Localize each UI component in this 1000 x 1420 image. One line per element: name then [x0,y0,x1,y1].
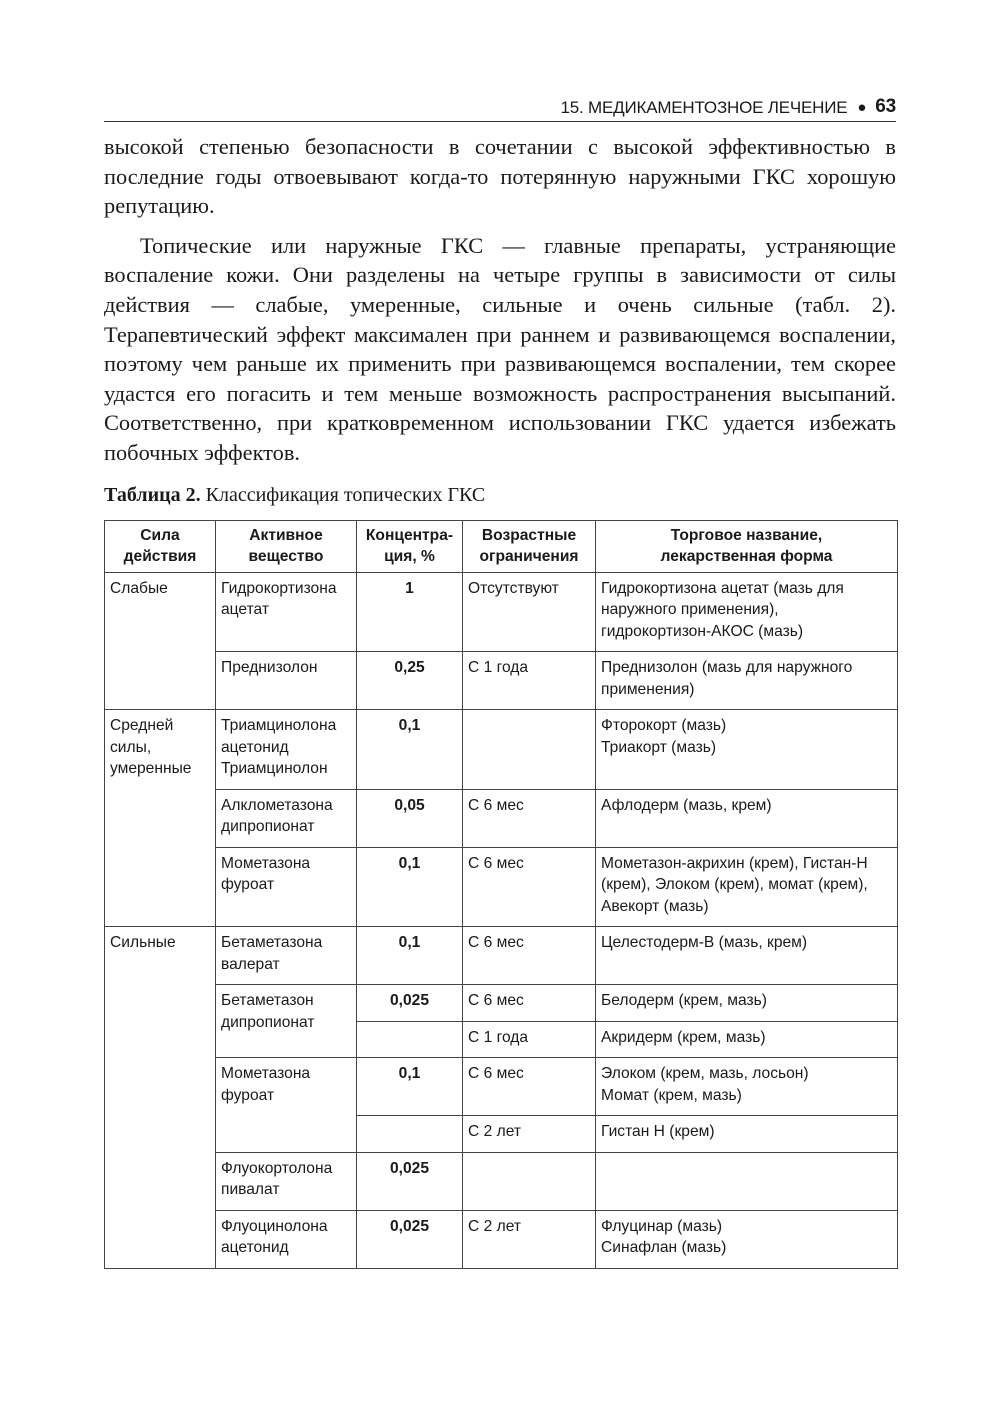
substance-cell: Мометазона фуроат [216,847,357,927]
trade-name-cell: Гидрокортизона ацетат (мазь для наружного применения), гидрокортизон-АКОС (мазь) [596,572,898,652]
trade-name-cell: Флуцинар (мазь) Синафлан (мазь) [596,1210,898,1268]
table-row [105,1058,898,1116]
substance-cell: Гидрокортизона ацетат [216,572,357,652]
column-header-strength: Сила действия [105,520,216,572]
column-header-substance: Активное вещество [216,520,357,572]
section-title: 15. МЕДИКАМЕНТОЗНОЕ ЛЕЧЕНИЕ [560,98,848,117]
page-number: 63 [875,96,896,117]
trade-name-cell: Афлодерм (мазь, крем) [596,789,898,847]
concentration-cell: 0,025 [357,1210,463,1268]
age-cell [463,710,596,790]
substance-cell: Бетаметазона валерат [216,927,357,985]
age-cell: С 1 года [463,1021,596,1058]
table-header-row [105,520,898,572]
age-cell: С 1 года [463,652,596,710]
table-row [105,927,898,985]
age-cell: С 6 мес [463,789,596,847]
paragraph-topical-gcs: Топические или наружные ГКС — главные препараты, устраняющие воспаление кожи. Они разделены на четыре группы в зависимости от силы действия — слабые, умеренные, сильные и очень сильные (табл. 2). Терапевтический эффект максимален при раннем и развивающемся воспалении, поэтому чем раньше их применить при развивающемся воспалении, тем скорее удастся его погасить и тем меньше возможность распространения высыпаний. Соответственно, при кратковременном использовании ГКС удается избежать побочных эффектов. [104,232,896,465]
column-header-age: Возрастные ограничения [463,520,596,572]
age-cell: С 6 мес [463,985,596,1022]
age-cell: С 2 лет [463,1210,596,1268]
document-page [104,88,896,1269]
table-row [105,985,898,1022]
concentration-cell: 0,25 [357,652,463,710]
age-cell: С 2 лет [463,1116,596,1153]
group-cell-medium: Средней силы, умеренные [105,710,216,927]
trade-name-cell [596,1152,898,1210]
substance-cell: Триамцинолона ацетонид Триамцинолон [216,710,357,790]
concentration-cell-empty [357,1021,463,1058]
trade-name-cell: Мометазон-акрихин (крем), Гистан-Н (крем), Элоком (крем), момат (крем), Авекорт (мазь) [596,847,898,927]
substance-cell: Бетаметазон дипропионат [216,985,357,1058]
concentration-cell-empty [357,1116,463,1153]
paragraph-continuation: высокой степенью безопасности в сочетании с высокой эффективностью в последние годы отвоевывают когда-то потерянную наружными ГКС хорошую репутацию. [104,134,896,219]
substance-cell: Преднизолон [216,652,357,710]
table-row [105,652,898,710]
age-cell: С 6 мес [463,927,596,985]
concentration-cell: 0,025 [357,985,463,1022]
concentration-cell: 0,1 [357,847,463,927]
trade-name-cell: Акридерм (крем, мазь) [596,1021,898,1058]
trade-name-cell: Белодерм (крем, мазь) [596,985,898,1022]
concentration-cell: 0,1 [357,710,463,790]
concentration-cell: 0,1 [357,1058,463,1116]
group-cell-strong: Сильные [105,927,216,1269]
bullet-icon: ● [857,99,867,116]
table-row [105,1152,898,1210]
table-row [105,1210,898,1268]
table-body [105,572,898,1268]
trade-name-cell: Фторокорт (мазь) Триакорт (мазь) [596,710,898,790]
table-row [105,710,898,790]
table-caption-label: Таблица 2. [104,483,201,506]
concentration-cell: 0,05 [357,789,463,847]
concentration-cell: 1 [357,572,463,652]
substance-cell: Мометазона фуроат [216,1058,357,1153]
trade-name-cell: Преднизолон (мазь для наружного применения) [596,652,898,710]
substance-cell: Алклометазона дипропионат [216,789,357,847]
concentration-cell: 0,025 [357,1152,463,1210]
age-cell: С 6 мес [463,1058,596,1116]
age-cell: Отсутствуют [463,572,596,652]
column-header-concentration: Концентра- ция, % [357,520,463,572]
classification-table [104,520,898,1269]
table-row [105,847,898,927]
substance-cell: Флуокортолона пивалат [216,1152,357,1210]
concentration-cell: 0,1 [357,927,463,985]
running-header [104,88,896,122]
trade-name-cell: Элоком (крем, мазь, лосьон) Момат (крем, мазь) [596,1058,898,1116]
table-caption-text: Классификация топических ГКС [200,483,486,506]
age-cell [463,1152,596,1210]
table-head [105,520,898,572]
trade-name-cell: Гистан Н (крем) [596,1116,898,1153]
table-row [105,572,898,652]
table-row [105,789,898,847]
substance-cell: Флуоцинолона ацетонид [216,1210,357,1268]
trade-name-cell: Целестодерм-В (мазь, крем) [596,927,898,985]
group-cell-weak: Слабые [105,572,216,710]
table-caption [104,484,896,507]
column-header-trade-name: Торговое название, лекарственная форма [596,520,898,572]
age-cell: С 6 мес [463,847,596,927]
